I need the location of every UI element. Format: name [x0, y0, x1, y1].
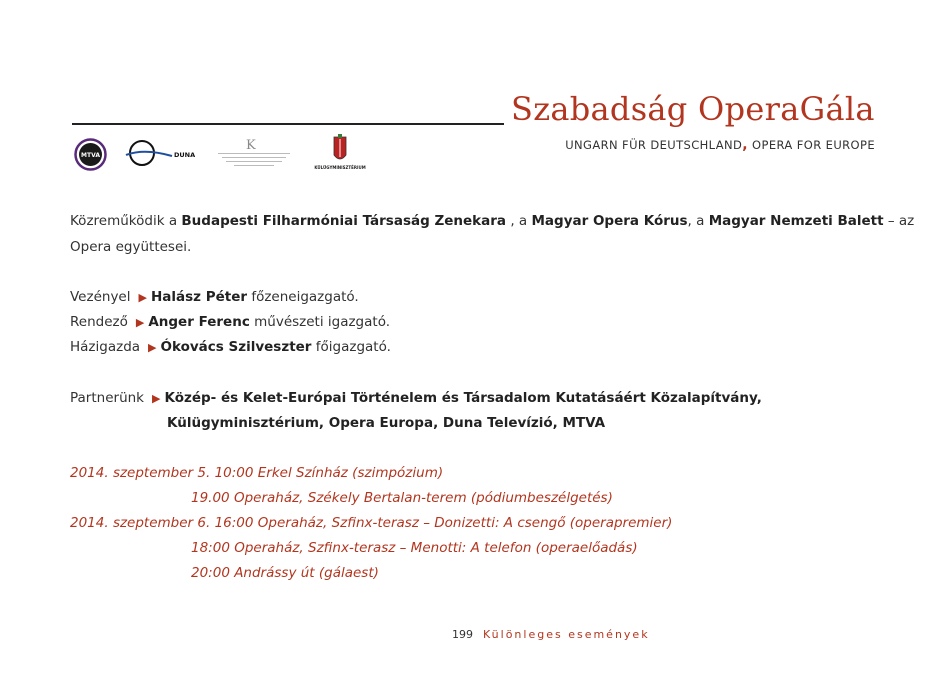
credit-host: [70, 334, 391, 361]
intro-text-4: – az: [883, 213, 915, 229]
arrow-icon: ▶: [152, 392, 161, 405]
sponsor-logos: [72, 130, 392, 175]
subtitle-separator: ,: [742, 137, 748, 153]
k-letter: K: [246, 138, 256, 153]
credit-conductor: [70, 284, 359, 311]
arrow-icon: ▶: [138, 291, 147, 304]
header-rule: [72, 123, 504, 125]
page-subtitle: [565, 137, 875, 153]
crest-label: KÜLÜGYMINISZTÉRIUM: [314, 165, 366, 170]
intro-line-1: [70, 208, 914, 234]
intro-text-1: Közreműködik a: [70, 213, 182, 229]
partners-line-1: [70, 385, 762, 412]
credit-desc: művészeti igazgató.: [249, 314, 391, 330]
intro-line-2: Opera együttesei.: [70, 239, 192, 255]
partners-label: Partnerünk: [70, 390, 144, 406]
credit-name: Anger Ferenc: [148, 314, 250, 330]
schedule-item: 2014. szeptember 6. 16:00 Operaház, Szfinx-terasz – Donizetti: A csengő (operapremier): [70, 515, 673, 531]
duna-logo: [124, 138, 204, 168]
arrow-icon: ▶: [135, 316, 145, 329]
credit-role: Házigazda: [70, 339, 141, 355]
partners-list-2: Külügyminisztérium, Opera Europa, Duna Televízió, MTVA: [167, 415, 606, 431]
arrow-icon: ▶: [148, 341, 157, 354]
ballet-name: Magyar Nemzeti Balett: [708, 213, 884, 229]
choir-name: Magyar Opera Kórus: [531, 213, 688, 229]
schedule-item: 19.00 Operaház, Székely Bertalan-terem (pódiumbeszélgetés): [191, 490, 613, 506]
mtva-label: MTVA: [81, 152, 100, 159]
duna-label: DUNA: [174, 151, 196, 159]
credit-role: Vezényel: [70, 289, 131, 305]
credit-director: [70, 309, 390, 336]
subtitle-part-2: OPERA FOR EUROPE: [752, 138, 875, 152]
k-foundation-logo: [210, 135, 298, 175]
crest-logo: [305, 133, 375, 173]
credit-desc: főigazgató.: [311, 339, 391, 355]
page-title: Szabadság OperaGála: [511, 90, 875, 128]
schedule-item: 20:00 Andrássy út (gálaest): [191, 565, 379, 581]
section-name: Különleges események: [483, 628, 650, 641]
orchestra-name: Budapesti Filharmóniai Társaság Zenekara: [181, 213, 507, 229]
credit-name: Ókovács Szilveszter: [160, 339, 312, 355]
credit-role: Rendező: [70, 314, 128, 330]
schedule-item: 2014. szeptember 5. 10:00 Erkel Színház (szimpózium): [70, 465, 444, 481]
schedule-item: 18:00 Operaház, Szfinx-terasz – Menotti: A telefon (operaelőadás): [191, 540, 638, 556]
page-footer: [452, 628, 650, 641]
mtva-logo: [74, 138, 107, 171]
credit-name: Halász Péter: [150, 289, 248, 305]
credit-desc: főzeneigazgató.: [247, 289, 359, 305]
page-number: 199: [452, 628, 473, 641]
intro-text-3: , a: [687, 213, 709, 229]
intro-text-2: , a: [506, 213, 532, 229]
subtitle-part-1: UNGARN FÜR DEUTSCHLAND: [565, 138, 743, 152]
partners-list-1: Közép- és Kelet-Európai Történelem és Társadalom Kutatásáért Közalapítvány,: [164, 390, 762, 406]
